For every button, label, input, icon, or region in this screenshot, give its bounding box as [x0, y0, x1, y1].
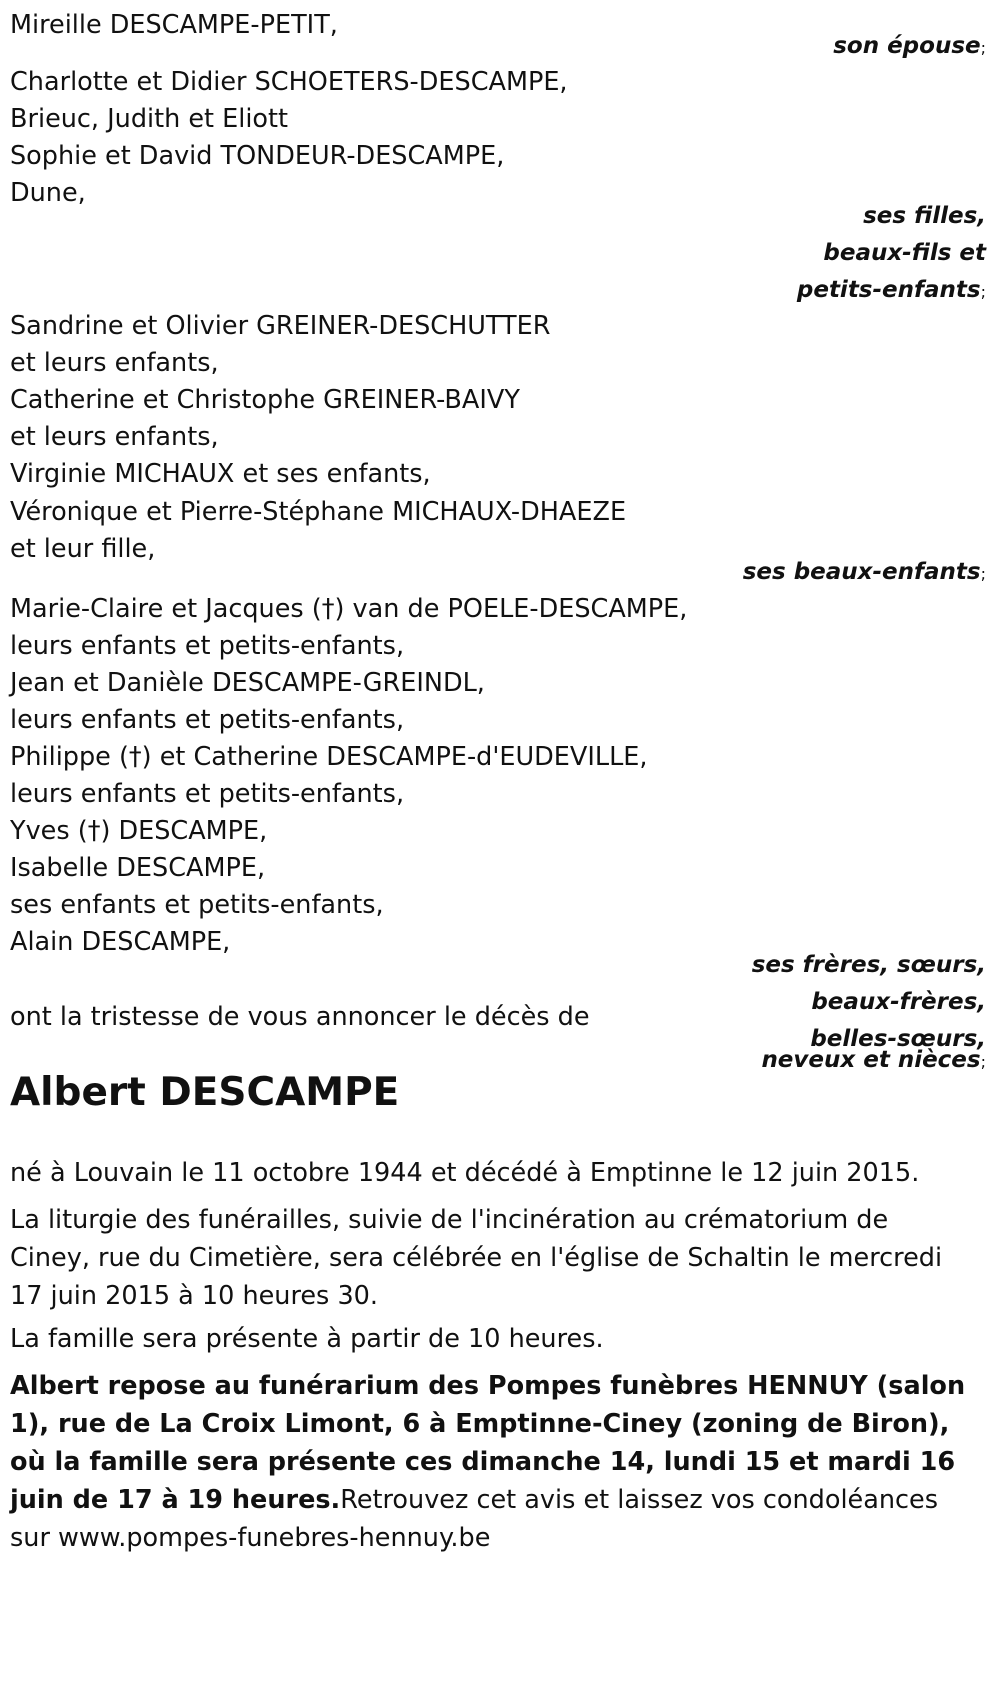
daughter-line-3: Sophie et David TONDEUR-DESCAMPE, [10, 141, 505, 171]
sibling-line-8: Isabelle DESCAMPE, [10, 853, 266, 883]
sibling-line-2: leurs enfants et petits-enfants, [10, 631, 405, 661]
sibling-line-5: Philippe (†) et Catherine DESCAMPE-d'EUDEVILLE, [10, 742, 648, 772]
stepchild-line-5: Virginie MICHAUX et ses enfants, [10, 459, 431, 489]
sibling-line-1: Marie-Claire et Jacques (†) van de POELE-DESCAMPE, [10, 594, 688, 624]
role-daughters-1: ses filles, [863, 203, 986, 229]
sibling-line-7: Yves (†) DESCAMPE, [10, 816, 268, 846]
sibling-line-4: leurs enfants et petits-enfants, [10, 705, 405, 735]
funeral-text: La liturgie des funérailles, suivie de l'incinération au crématorium de Ciney, rue du Cimetière, sera célébrée en l'église de Schaltin le mercredi 17 juin 2015 à 10 heures 30. [10, 1205, 943, 1311]
stepchild-line-4: et leurs enfants, [10, 422, 219, 452]
role-siblings-1: ses frères, sœurs, [751, 952, 986, 978]
birth-death-text: né à Louvain le 11 octobre 1944 et décédé à Emptinne le 12 juin 2015. [10, 1158, 920, 1188]
stepchild-line-2: et leurs enfants, [10, 348, 219, 378]
stepchild-line-6: Véronique et Pierre-Stéphane MICHAUX-DHAEZE [10, 497, 627, 527]
stepchild-line-7: et leur fille, [10, 534, 156, 564]
sibling-line-3: Jean et Danièle DESCAMPE-GREINDL, [10, 668, 485, 698]
daughter-line-4: Dune, [10, 178, 86, 208]
announcement-text: ont la tristesse de vous annoncer le décès de [10, 1002, 590, 1032]
visitation-paragraph [10, 1367, 975, 1557]
role-spouse: son épouse; [833, 33, 986, 59]
visitation-bold-text: Albert repose au funérarium des Pompes funèbres HENNUY (salon 1), rue de La Croix Limont, 6 à Emptinne-Ciney (zoning de Biron), où la famille sera présente ces dimanche 14, lundi 15 et mardi 16 juin de 17 à 19 heures. [10, 1371, 966, 1515]
role-siblings-4: neveux et nièces; [761, 1047, 986, 1073]
sibling-line-10: Alain DESCAMPE, [10, 927, 231, 957]
role-siblings-2: beaux-frères, [811, 989, 986, 1015]
family-presence-text: La famille sera présente à partir de 10 heures. [10, 1324, 604, 1354]
stepchild-line-3: Catherine et Christophe GREINER-BAIVY [10, 385, 520, 415]
role-daughters-3: petits-enfants; [796, 277, 986, 303]
daughter-line-2: Brieuc, Judith et Eliott [10, 104, 289, 134]
condolences-text: Retrouvez cet avis et laissez vos condoléances sur www.pompes-funebres-hennuy.be [10, 1485, 939, 1553]
role-stepchildren: ses beaux-enfants; [742, 559, 986, 585]
sibling-line-6: leurs enfants et petits-enfants, [10, 779, 405, 809]
stepchild-line-1: Sandrine et Olivier GREINER-DESCHUTTER [10, 311, 551, 341]
daughter-line-1: Charlotte et Didier SCHOETERS-DESCAMPE, [10, 67, 568, 97]
spouse-name: Mireille DESCAMPE-PETIT, [10, 10, 338, 40]
deceased-name: Albert DESCAMPE [10, 1070, 400, 1115]
sibling-line-9: ses enfants et petits-enfants, [10, 890, 384, 920]
role-siblings-3: belles-sœurs, [810, 1026, 986, 1052]
role-daughters-2: beaux-fils et [823, 240, 986, 266]
